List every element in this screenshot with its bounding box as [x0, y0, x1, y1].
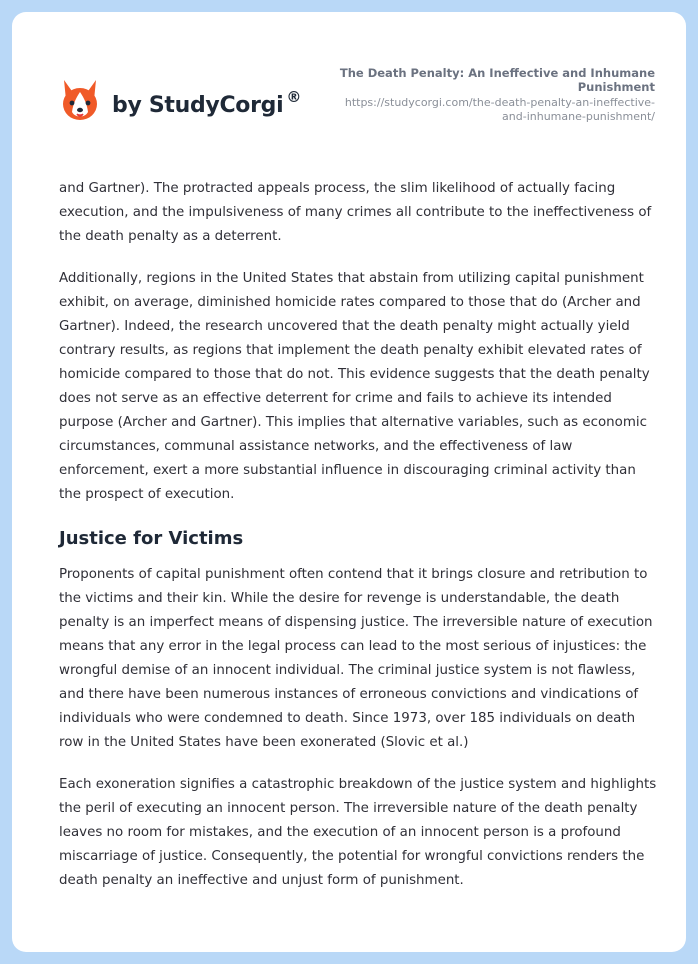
corgi-logo-icon — [60, 78, 100, 124]
paragraph: Additionally, regions in the United States that abstain from utilizing capital punishment exhibit, on average, diminished homicide rates compared to those that do (Archer and Gartner). Indeed, the research uncovered that the death penalty might actually yield contrary results, as regions that implement the death penalty exhibit elevated rates of homicide compared to those that do not. This evidence suggests that the death penalty does not serve as an effective deterrent for crime and fails to achieve its intended purpose (Archer and Gartner). This implies that alternative variables, such as economic circumstances, communal assistance networks, and the effectiveness of law enforcement, exert a more substantial influence in discouraging criminal activity than the prospect of execution. — [59, 271, 650, 502]
document-title: The Death Penalty: An Ineffective and Inhumane Punishment — [339, 66, 655, 94]
document-page — [12, 12, 686, 952]
document-body — [59, 177, 659, 911]
paragraph: and Gartner). The protracted appeals process, the slim likelihood of actually facing execution, and the impulsiveness of many crimes all contribute to the ineffectiveness of the death penalty as a deterrent. — [59, 181, 652, 244]
section-heading: Justice for Victims — [59, 528, 244, 549]
paragraph: Each exoneration signifies a catastrophic breakdown of the justice system and highlights the peril of executing an innocent person. The irreversible nature of the death penalty leaves no room for mistakes, and the execution of an innocent person is a profound miscarriage of justice. Consequently, the potential for wrongful convictions renders the death penalty an ineffective and unjust form of punishment. — [59, 777, 657, 888]
paragraph: Proponents of capital punishment often contend that it brings closure and retribution to the victims and their kin. While the desire for revenge is understandable, the death penalty is an imperfect means of dispensing justice. The irreversible nature of execution means that any error in the legal process can lead to the most serious of injustices: the wrongful demise of an innocent individual. The criminal justice system is not flawless, and there have been numerous instances of erroneous convictions and vindications of individuals who were condemned to death. Since 1973, over 185 individuals on death row in the United States have been exonerated (Slovic et al.) — [59, 567, 653, 750]
studycorgi-logo[interactable] — [60, 76, 301, 126]
logo-text — [112, 87, 302, 118]
page-header — [12, 12, 686, 162]
registered-mark: ® — [286, 87, 302, 106]
document-meta — [325, 66, 655, 124]
brand-name: by StudyCorgi — [112, 92, 284, 118]
document-url[interactable]: https://studycorgi.com/the-death-penalty-an-ineffective-and-inhumane-punishment/ — [344, 96, 655, 123]
